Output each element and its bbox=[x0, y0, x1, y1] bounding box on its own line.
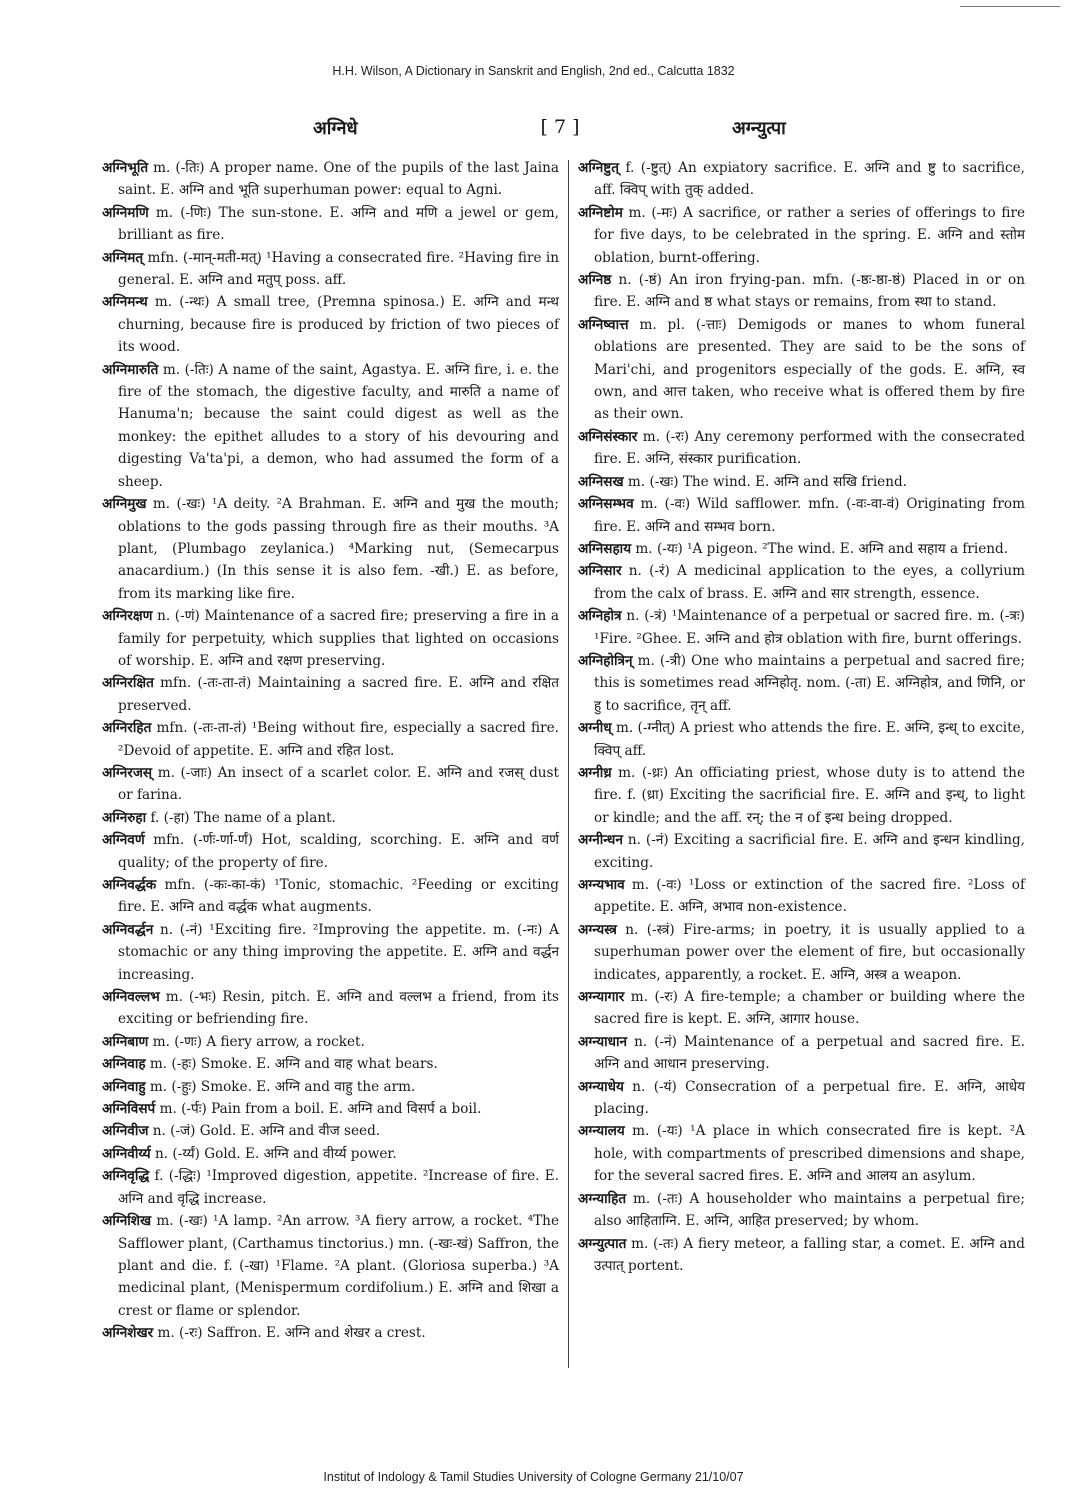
definition: m. (-रः) Any ceremony performed with the consecrated fire. E. अग्नि, संस्कार purification. bbox=[594, 428, 1025, 468]
dictionary-entry bbox=[102, 1076, 559, 1098]
headword: अग्निवल्लभ bbox=[102, 989, 160, 1006]
dictionary-entry bbox=[102, 202, 559, 247]
definition: m. (-न्थः) A small tree, (Premna spinosa.) E. अग्नि and मन्थ churning, because fire is produced by friction of two pieces of its wood. bbox=[118, 294, 559, 356]
headword: अग्निवाहु bbox=[102, 1078, 146, 1095]
definition: n. (-यं) Consecration of a perpetual fire. E. अग्नि, आधेय placing. bbox=[594, 1078, 1025, 1118]
dictionary-entry bbox=[102, 807, 559, 829]
header-credit: H.H. Wilson, A Dictionary in Sanskrit and English, 2nd ed., Calcutta 1832 bbox=[332, 64, 735, 78]
headword: अग्निवीज bbox=[102, 1123, 149, 1140]
definition: m. (-मः) A sacrifice, or rather a series of offerings to fire for five days, to be celebrated in the spring. E. अग्नि and स्तोम oblation, burnt-offering. bbox=[594, 204, 1025, 266]
dictionary-entry bbox=[578, 1120, 1025, 1187]
definition: m. (-तिः) A proper name. One of the pupils of the last Jaina saint. E. अग्नि and भूति superhuman power: equal to Agni. bbox=[118, 160, 559, 199]
definition: n. (-नं) ¹Exciting fire. ²Improving the appetite. m. (-नः) A stomachic or any thing improving the appetite. E. अग्नि and वर्द्धन increasing. bbox=[118, 921, 559, 983]
definition: n. (-स्त्रं) Fire-arms; in poetry, it is usually applied to a superhuman power over the element of fire, but occasionally indicates, apparently, a rocket. E. अग्नि, अस्त्र a weapon. bbox=[594, 921, 1025, 983]
dictionary-entry bbox=[578, 986, 1025, 1031]
dictionary-entry bbox=[102, 1210, 559, 1322]
definition: m. (-वः) Wild safflower. mfn. (-वः-वा-वं) Originating from fire. E. अग्नि and सम्भव born. bbox=[594, 496, 1025, 535]
definition: mfn. (-मान्-मती-मत्) ¹Having a consecrated fire. ²Having fire in general. E. अग्नि and मतुप् poss. aff. bbox=[118, 249, 559, 289]
definition: m. (-ग्नीत्) A priest who attends the fire. E. अग्नि, इन्ध् to excite, क्विप् aff. bbox=[594, 720, 1025, 759]
dictionary-entry bbox=[578, 269, 1025, 314]
dictionary-entry bbox=[578, 762, 1025, 829]
definition: mfn. (-तः-ता-तं) Maintaining a sacred fire. E. अग्नि and रक्षित preserved. bbox=[118, 675, 559, 714]
dictionary-entry bbox=[102, 1053, 559, 1075]
dictionary-entry bbox=[578, 1031, 1025, 1076]
dictionary-entry bbox=[102, 1120, 559, 1142]
definition: m. (-तिः) A name of the saint, Agastya. E. अग्नि fire, i. e. the fire of the stomach, the digestive faculty, and मारुति a name of Hanuma'n; because the saint could digest as well as the monkey: the epithet alludes to a story of his devouring and digesting Va'ta'pi, a demon, who had assumed the form of a sheep. bbox=[118, 361, 559, 490]
definition: n. (-रं) A medicinal application to the eyes, a collyrium from the calx of brass. E. अग्नि and सार strength, essence. bbox=[594, 563, 1025, 602]
dictionary-entry bbox=[102, 1143, 559, 1165]
headword: अग्निमारुति bbox=[102, 361, 159, 378]
headword: अग्निवर्ण bbox=[102, 832, 145, 849]
headword: अग्निवर्द्धक bbox=[102, 877, 157, 893]
dictionary-entry bbox=[578, 538, 1025, 560]
definition: m. (-जाः) An insect of a scarlet color. E. अग्नि and रजस् dust or farina. bbox=[118, 764, 559, 804]
column-divider bbox=[568, 160, 569, 1368]
headword: अग्निष्टोम bbox=[578, 204, 623, 221]
dictionary-entry bbox=[102, 874, 559, 919]
dictionary-entry bbox=[578, 314, 1025, 426]
headword: अग्नीध्र bbox=[578, 764, 612, 781]
definition: m. (-वः) ¹Loss or extinction of the sacred fire. ²Loss of appetite. E. अग्नि, अभाव non-existence. bbox=[594, 877, 1025, 916]
dictionary-entry bbox=[102, 762, 559, 807]
definition: m. (-हुः) Smoke. E. अग्नि and वाहु the arm. bbox=[145, 1078, 416, 1095]
headword: अग्निवर्द्धन bbox=[102, 921, 154, 938]
definition: m. (-खः) The wind. E. अग्नि and सखि friend. bbox=[623, 473, 907, 490]
headword: अग्निविसर्प bbox=[102, 1101, 156, 1118]
definition: m. (-तः) A fiery meteor, a falling star, a comet. E. अग्नि and उत्पात् portent. bbox=[594, 1235, 1025, 1274]
headword: अग्निमणि bbox=[102, 204, 149, 221]
headword: अग्न्याहित bbox=[578, 1190, 627, 1207]
dictionary-entry bbox=[578, 717, 1025, 762]
headword: अग्निवाह bbox=[102, 1056, 146, 1073]
dictionary-entry bbox=[102, 605, 559, 672]
headword: अग्निभूति bbox=[102, 160, 149, 176]
headword: अग्निरक्षित bbox=[102, 675, 154, 692]
headword: अग्निवीर्य्य bbox=[102, 1145, 151, 1162]
headword: अग्निसम्भव bbox=[578, 496, 634, 513]
dictionary-entry bbox=[578, 829, 1025, 874]
dictionary-entry bbox=[102, 157, 559, 202]
running-head-right: अग्न्युत्पा bbox=[732, 118, 786, 139]
headword: अग्निसख bbox=[578, 473, 624, 490]
headword: अग्निरुहा bbox=[102, 809, 147, 826]
headword: अग्नीन्धन bbox=[578, 832, 623, 849]
page-number: [ 7 ] bbox=[540, 116, 580, 138]
left-column bbox=[102, 157, 559, 1345]
dictionary-entry bbox=[102, 717, 559, 762]
dictionary-entry bbox=[102, 247, 559, 292]
headword: अग्निष्टुत् bbox=[578, 160, 619, 176]
definition: n. (-नं) Maintenance of a perpetual and sacred fire. E. अग्नि and आधान preserving. bbox=[594, 1033, 1025, 1073]
definition: n. (-ष्ठं) An iron frying-pan. mfn. (-ष्ठः-ष्ठा-ष्ठं) Placed in or on fire. E. अग्नि and ष्ठ what stays or remains, from स्था to stand. bbox=[594, 272, 1025, 311]
dictionary-entry bbox=[578, 919, 1025, 986]
definition: f. (-हा) The name of a plant. bbox=[146, 809, 336, 826]
headword: अग्न्यालय bbox=[578, 1123, 625, 1140]
dictionary-entry bbox=[102, 291, 559, 358]
headword: अग्निष्ठ bbox=[578, 272, 612, 289]
headword: अग्न्यागार bbox=[578, 989, 625, 1006]
headword: अग्निरजस् bbox=[102, 764, 153, 781]
definition: m. (-हः) Smoke. E. अग्नि and वाह what bears. bbox=[145, 1056, 438, 1073]
dictionary-entry bbox=[102, 1031, 559, 1053]
headword: अग्निवृद्धि bbox=[102, 1168, 150, 1185]
headword: अग्निष्वात्त bbox=[578, 316, 629, 333]
dictionary-entry bbox=[102, 1165, 559, 1210]
running-head-left: अग्निधे bbox=[313, 118, 358, 139]
headword: अग्निशेखर bbox=[102, 1325, 154, 1342]
definition: m. (-रः) A fire-temple; a chamber or building where the sacred fire is kept. E. अग्नि, आगार house. bbox=[594, 989, 1025, 1028]
headword: अग्निबाण bbox=[102, 1033, 149, 1050]
headword: अग्न्याधान bbox=[578, 1033, 628, 1050]
definition: m. (-तः) A householder who maintains a perpetual fire; also आहिताग्नि. E. अग्नि, आहित preserved; by whom. bbox=[594, 1190, 1025, 1230]
dictionary-entry bbox=[578, 426, 1025, 471]
definition: m. (-रः) Saffron. E. अग्नि and शेखर a crest. bbox=[153, 1325, 426, 1342]
headword: अग्न्यभाव bbox=[578, 877, 625, 893]
dictionary-entry bbox=[102, 1098, 559, 1120]
dictionary-entry bbox=[102, 829, 559, 874]
dictionary-entry bbox=[578, 1076, 1025, 1121]
dictionary-entry bbox=[102, 1322, 559, 1344]
definition: n. (-र्य्यं) Gold. E. अग्नि and वीर्य्य power. bbox=[150, 1145, 397, 1162]
dictionary-entry bbox=[578, 157, 1025, 202]
dictionary-entry bbox=[578, 202, 1025, 269]
definition: m. (-णः) A fiery arrow, a rocket. bbox=[148, 1033, 365, 1050]
dictionary-entry bbox=[578, 471, 1025, 493]
headword: अग्निमन्थ bbox=[102, 294, 148, 311]
definition: m. (-णिः) The sun-stone. E. अग्नि and मणि a jewel or gem, brilliant as fire. bbox=[118, 204, 559, 244]
headword: अग्निसंस्कार bbox=[578, 428, 638, 445]
headword: अग्निहोत्र bbox=[578, 608, 622, 625]
definition: f. (-ष्टुत्) An expiatory sacrifice. E. अग्नि and ष्टु to sacrifice, aff. क्विप् with तुक् added. bbox=[594, 160, 1025, 199]
dictionary-entry bbox=[102, 493, 559, 605]
definition: m. (-खः) ¹A lamp. ²An arrow. ³A fiery arrow, a rocket. ⁴The Safflower plant, (Carthamus tinctorius.) mn. (-खः-खं) Saffron, the plant and die. f. (-खा) ¹Flame. ²A plant. (Gloriosa superba.) ³A medicinal plant, (Menispermum cordifolium.) E. अग्नि and शिखा a crest or flame or splendor. bbox=[118, 1213, 559, 1319]
definition: f. (-द्धिः) ¹Improved digestion, appetite. ²Increase of fire. E. अग्नि and वृद्धि increase. bbox=[118, 1168, 559, 1207]
dictionary-entry bbox=[102, 919, 559, 986]
headword: अग्नीध् bbox=[578, 720, 612, 737]
definition: m. (-खः) ¹A deity. ²A Brahman. E. अग्नि and मुख the mouth; oblations to the gods passing through fire as their mouths. ³A plant, (Plumbago zeylanica.) ⁴Marking nut, (Semecarpus anacardium.) (In this sense it is also fem. -खी.) E. as before, from its marking like fire. bbox=[118, 496, 559, 602]
dictionary-entry bbox=[578, 650, 1025, 717]
definition: m. (-र्पः) Pain from a boil. E. अग्नि and विसर्प a boil. bbox=[155, 1101, 482, 1118]
dictionary-entry bbox=[578, 605, 1025, 650]
definition: n. (-णं) Maintenance of a sacred fire; preserving a fire in a family for perpetuity, which supplies that lighted on occasions of worship. E. अग्नि and रक्षण preserving. bbox=[118, 608, 559, 669]
headword: अग्न्युत्पात bbox=[578, 1235, 627, 1252]
definition: mfn. (-कः-का-कं) ¹Tonic, stomachic. ²Feeding or exciting fire. E. अग्नि and वर्द्धक what augments. bbox=[118, 877, 559, 916]
right-column bbox=[578, 157, 1025, 1277]
headword: अग्न्यस्त्र bbox=[578, 921, 617, 938]
headword: अग्निसार bbox=[578, 563, 622, 580]
definition: n. (-जं) Gold. E. अग्नि and वीज seed. bbox=[148, 1123, 381, 1140]
definition: n. (-नं) Exciting a sacrificial fire. E. अग्नि and इन्धन kindling, exciting. bbox=[594, 832, 1025, 871]
dictionary-entry bbox=[102, 672, 559, 717]
dictionary-entry bbox=[578, 560, 1025, 605]
headword: अग्न्याधेय bbox=[578, 1078, 624, 1095]
definition: m. pl. (-त्ताः) Demigods or manes to whom funeral oblations are presented. They are said to be the sons of Mari'chi, and progenitors especially of the gods. E. अग्नि, स्व own, and आत्त taken, who receive what is offered them by fire as their own. bbox=[594, 316, 1025, 423]
definition: m. (-त्री) One who maintains a perpetual and sacred fire; this is sometimes read अग्निहोतृ. nom. (-ता) E. अग्निहोत्र, and णिनि, or हु to sacrifice, तृन् aff. bbox=[594, 652, 1025, 714]
definition: m. (-भः) Resin, pitch. E. अग्नि and वल्लभ a friend, from its exciting or befriending fire. bbox=[118, 989, 559, 1028]
dictionary-entry bbox=[102, 359, 559, 493]
dictionary-entry bbox=[578, 1188, 1025, 1233]
definition: mfn. (-र्णः-र्णा-र्णं) Hot, scalding, scorching. E. अग्नि and वर्ण quality; of the property of fire. bbox=[118, 832, 559, 871]
headword: अग्निरक्षण bbox=[102, 608, 153, 625]
dictionary-entry bbox=[102, 986, 559, 1031]
headword: अग्निमुख bbox=[102, 496, 147, 513]
definition: m. (-यः) ¹A pigeon. ²The wind. E. अग्नि and सहाय a friend. bbox=[631, 540, 1009, 557]
headword: अग्निरहित bbox=[102, 720, 152, 737]
headword: अग्निशिख bbox=[102, 1213, 152, 1230]
footer-credit: Institut of Indology & Tamil Studies University of Cologne Germany 21/10/07 bbox=[323, 1470, 744, 1484]
dictionary-entry bbox=[578, 1233, 1025, 1278]
top-rule bbox=[960, 6, 1060, 7]
headword: अग्निसहाय bbox=[578, 540, 632, 557]
dictionary-entry bbox=[578, 874, 1025, 919]
definition: m. (-ध्रः) An officiating priest, whose duty is to attend the fire. f. (ध्रा) Exciting the sacrificial fire. E. अग्नि and इन्ध्, to light or kindle; and the aff. रन्; the न of इन्ध being dropped. bbox=[594, 764, 1025, 826]
definition: n. (-त्रं) ¹Maintenance of a perpetual or sacred fire. m. (-त्रः) ¹Fire. ²Ghee. E. अग्नि and होत्र oblation with fire, burnt offerings. bbox=[594, 608, 1025, 647]
headword: अग्निहोत्रिन् bbox=[578, 652, 633, 669]
dictionary-entry bbox=[578, 493, 1025, 538]
definition: m. (-यः) ¹A place in which consecrated fire is kept. ²A hole, with compartments of prescribed dimensions and shape, for the several sacred fires. E. अग्नि and आलय an asylum. bbox=[594, 1123, 1025, 1185]
headword: अग्निमत् bbox=[102, 249, 144, 266]
definition: mfn. (-तः-ता-तं) ¹Being without fire, especially a sacred fire. ²Devoid of appetite. E. अग्नि and रहित lost. bbox=[118, 720, 559, 759]
